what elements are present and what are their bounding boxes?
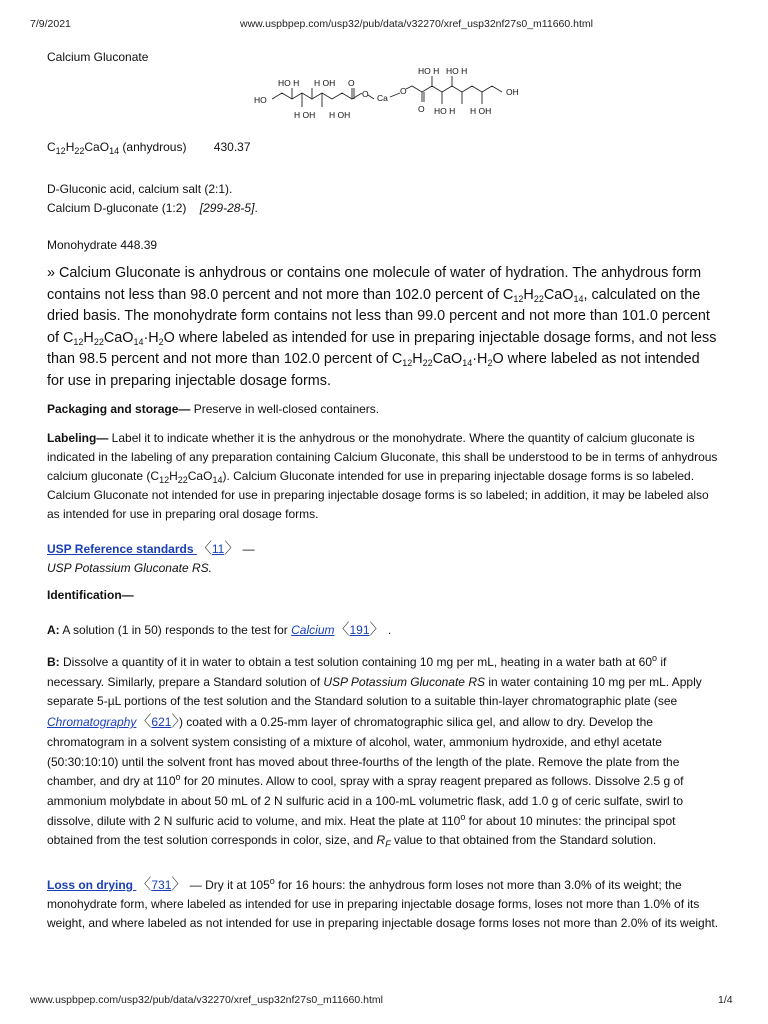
usp-reference-standards-link[interactable]: USP Reference standards	[47, 542, 197, 556]
struct-o-link2: O	[400, 86, 407, 96]
struct-o-bottom: O	[418, 104, 425, 114]
molecular-weight: 430.37	[213, 140, 251, 154]
chromatography-link[interactable]: Chromatography	[47, 715, 137, 730]
chapter-731-link[interactable]: 731	[151, 878, 172, 892]
struct-ho-h-3: HO H	[446, 66, 468, 76]
struct-h-oh-3: H OH	[329, 110, 351, 120]
packaging-section: Packaging and storage— Preserve in well-closed containers.	[47, 402, 380, 416]
chemical-name-2: Calcium D-gluconate (1:2) [299-28-5].	[47, 201, 258, 215]
struct-o-top: O	[348, 78, 355, 88]
reference-standards-section: USP Reference standards 〈11〉 — USP Potassium Gluconate RS.	[47, 540, 255, 575]
cas-number: [299-28-5]	[199, 201, 255, 215]
calcium-link[interactable]: Calcium	[291, 623, 335, 637]
page-title: Calcium Gluconate	[47, 50, 149, 64]
struct-ho-h-1: HO H	[278, 78, 300, 88]
struct-ca: Ca	[377, 93, 388, 103]
chemical-name-1: D-Gluconic acid, calcium salt (2:1).	[47, 182, 233, 196]
struct-h-oh-1: H OH	[314, 78, 336, 88]
struct-h-oh-4: H OH	[470, 106, 492, 116]
struct-oh-right: OH	[506, 87, 519, 97]
struct-ho-left: HO	[254, 95, 267, 105]
struct-ho-h-4: HO H	[434, 106, 456, 116]
definition-paragraph: » Calcium Gluconate is anhydrous or contains one molecule of water of hydration. The anhydrous form contains not less than 98.0 percent and not more than 102.0 percent of $C_{12}H_{22}CaO_{14}$, calculated on the dried basis. The monohydrate form contains not less than 99.0 percent and not more than 101.0 percent of $C_{12}H_{22}CaO_{14}\cdot H_2O$ where labeled as intended for use in preparing injectable dosage forms, and not less than 98.5 percent and not more than 102.0 percent of $C_{12}H_{22}CaO_{14}\cdot H_2O$ where labeled as not intended for use in preparing injectable dosage forms.	[47, 265, 717, 389]
chapter-11-link[interactable]: 11	[211, 542, 225, 556]
labeling-section: Labeling— Label it to indicate whether it is the anhydrous or the monohydrate. Where the quantity of calcium gluconate is indicated in the labeling of any preparation containing Calcium Gluconate, this shall be understood to be in terms of anhydrous calcium gluconate $(C_{12}H_{22}CaO_{14})$. Calcium Gluconate intended for use in preparing injectable dosage forms is so labeled. Calcium Gluconate not intended for use in preparing injectable dosage forms is so labeled; in addition, it may be labeled also as intended for use in preparing oral dosage forms.	[47, 431, 718, 521]
loss-on-drying-section: Loss on drying 〈731〉 — Dry it at 105$^o$ for 16 hours: the anhydrous form loses not more than 3.0% of its weight; the monohydrate form, where labeled as intended for use in preparing injectable dosage forms, loses not more than 1.0% of its weight, and where labeled as not intended for use in preparing injectable dosage forms loses not more than 2.0% of its weight.	[47, 876, 719, 930]
struct-o-link1: O	[362, 89, 369, 99]
chapter-621-link[interactable]: 621	[151, 715, 172, 730]
footer-url: www.uspbpep.com/usp32/pub/data/v32270/xref_usp32nf27s0_m11660.html	[30, 994, 383, 1006]
footer-page-number: 1/4	[718, 994, 733, 1006]
molecular-formula: $C_{12}H_{22}CaO_{14}$ (anhydrous) 430.37	[47, 140, 251, 156]
loss-on-drying-link[interactable]: Loss on drying	[47, 878, 137, 892]
header-date: 7/9/2021	[30, 18, 71, 30]
identification-b: B: Dissolve a quantity of it in water to obtain a test solution containing 10 mg per mL, heating in a water bath at 60$^o$ if necessary. Similarly, prepare a Standard solution of USP Potassium Gluconate RS in water containing 10 mg per mL. Apply separate 5-µL portions of the test solution and the Standard solution to a suitable thin-layer chromatographic plate (see Chromatography〈621〉) coated with a 0.25-mm layer of chromatographic silica gel, and allow to dry. Develop the chromatogram in a solvent system consisting of a mixture of alcohol, water, ammonium hydroxide, and ethyl acetate (50:30:10:10) until the solvent front has moved about three-fourths of the length of the plate. Remove the plate from the chamber, and dry at 110$^o$ for 20 minutes. Allow to cool, spray with a spray reagent prepared as follows. Dissolve 2.5 g of ammonium molybdate in about 50 mL of 2 N sulfuric acid in a 100-mL volumetric flask, add 1.0 g of ceric sulfate, swirl to dissolve, dilute with 2 N sulfuric acid to volume, and mix. Heat the plate at 110$^o$ for about 10 minutes: the principal spot obtained from the test solution corresponds in color, size, and $R_F$ value to that obtained from the Standard solution.	[47, 653, 702, 850]
struct-ho-h-2: HO H	[418, 66, 440, 76]
identification-heading: Identification—	[47, 588, 134, 602]
reference-standard-item: USP Potassium Gluconate RS.	[47, 561, 212, 575]
monohydrate-weight: Monohydrate 448.39	[47, 238, 158, 252]
calcium-gluconate-structure	[250, 62, 535, 140]
chapter-191-link[interactable]: 191	[349, 623, 370, 637]
identification-a: A: A solution (1 in 50) responds to the test for Calcium〈191〉 .	[47, 621, 392, 638]
header-url: www.uspbpep.com/usp32/pub/data/v32270/xref_usp32nf27s0_m11660.html	[240, 18, 593, 30]
struct-h-oh-2: H OH	[294, 110, 316, 120]
